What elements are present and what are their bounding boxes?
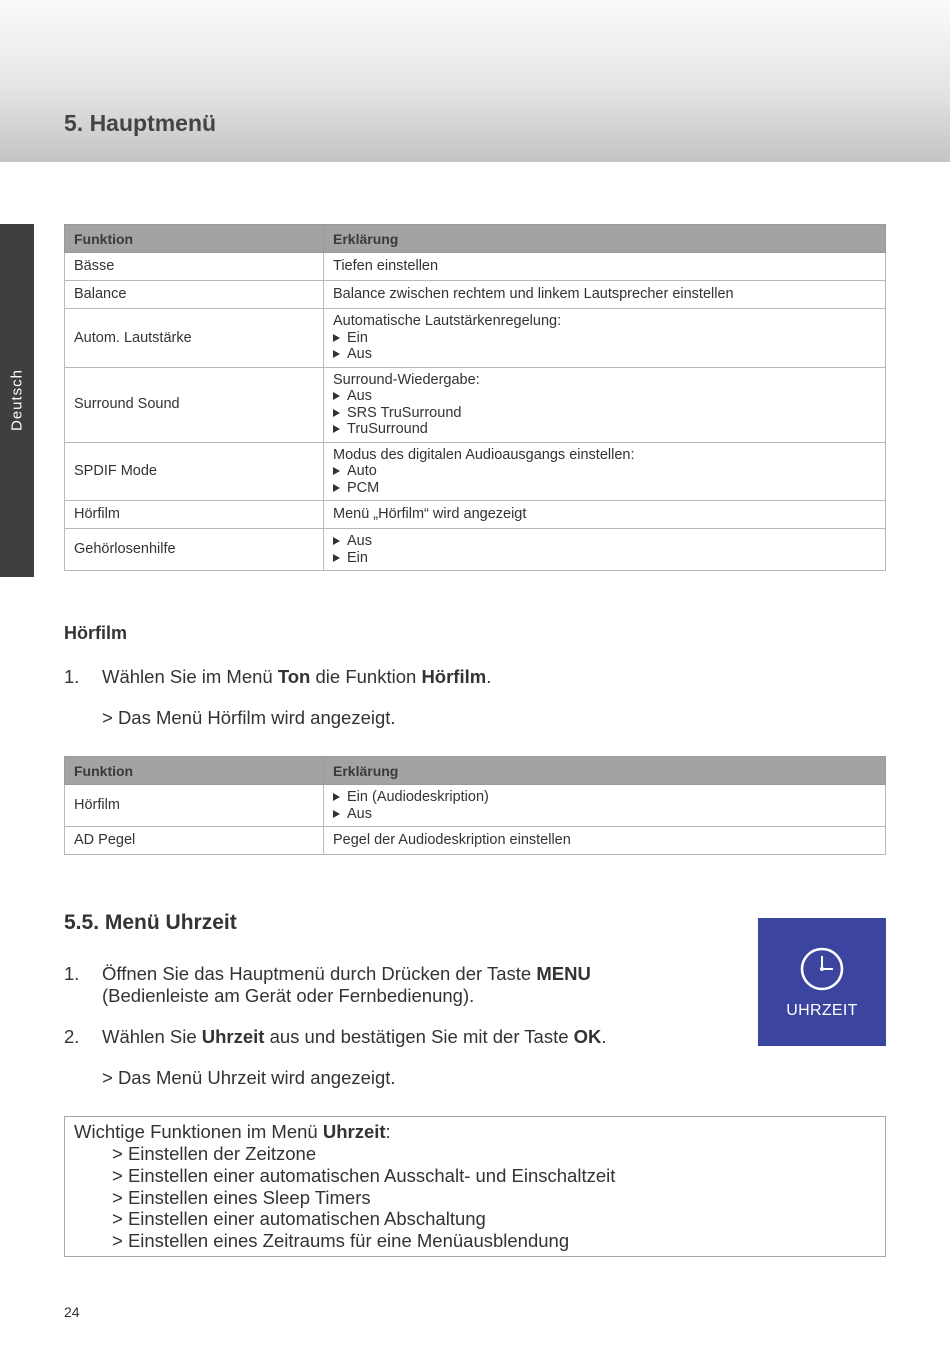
function-cell: SPDIF Mode xyxy=(65,442,324,501)
uhrzeit-menu-tile xyxy=(758,918,886,1046)
function-cell: AD Pegel xyxy=(65,827,324,855)
explanation-text: Pegel der Audiodeskription einstellen xyxy=(333,832,571,849)
option-bullet: Ein xyxy=(333,330,876,347)
option-bullet: Aus xyxy=(333,346,876,363)
function-cell: Surround Sound xyxy=(65,367,324,442)
settings-table xyxy=(64,224,886,571)
function-cell: Balance xyxy=(65,281,324,309)
list-item: > Einstellen eines Sleep Timers xyxy=(112,1186,371,1208)
list-item: > Einstellen einer automatischen Ausschalt- und Einschaltzeit xyxy=(112,1164,616,1186)
explanation-text: Automatische Lautstärkenregelung: xyxy=(333,313,562,329)
step-1-hoerfilm xyxy=(64,666,764,690)
function-name-hoerfilm: Hörfilm xyxy=(421,666,487,687)
clock-icon xyxy=(797,944,847,994)
key-name-ok: OK xyxy=(573,1026,602,1047)
column-header-funktion: Funktion xyxy=(65,225,324,253)
table-row xyxy=(65,253,886,281)
function-cell: Hörfilm xyxy=(65,785,324,827)
explanation-text: Modus des digitalen Audioausgangs einstellen: xyxy=(333,446,635,463)
option-bullet: Ein (Audiodeskription) xyxy=(333,789,876,806)
tile-label: UHRZEIT xyxy=(786,1002,858,1019)
page-title: 5. Hauptmenü xyxy=(64,110,217,136)
step-2-uhrzeit xyxy=(64,1026,744,1050)
settings-table-body xyxy=(65,253,886,571)
explanation-cell xyxy=(324,529,886,571)
option-bullet: SRS TruSurround xyxy=(333,405,876,422)
explanation-cell xyxy=(324,827,886,855)
table-row xyxy=(65,785,886,827)
info-box-intro: Wichtige Funktionen im Menü Uhrzeit: xyxy=(74,1121,391,1142)
section-heading-uhrzeit: 5.5. Menü Uhrzeit xyxy=(64,911,237,934)
list-item: > Einstellen eines Zeitraums für eine Menüausblendung xyxy=(112,1230,570,1252)
option-bullet: Aus xyxy=(333,533,876,550)
explanation-cell xyxy=(324,442,886,501)
step-result-hoerfilm: > Das Menü Hörfilm wird angezeigt. xyxy=(102,707,396,728)
key-name-menu: MENU xyxy=(536,963,591,984)
explanation-cell xyxy=(324,253,886,281)
step-text: Wählen Sie im Menü Ton die Funktion Hörfilm. xyxy=(102,666,492,687)
hoerfilm-table-body xyxy=(65,785,886,855)
option-bullet: Aus xyxy=(333,388,876,405)
option-bullet: Ein xyxy=(333,550,876,567)
table-row xyxy=(65,827,886,855)
function-cell: Bässe xyxy=(65,253,324,281)
table-row xyxy=(65,501,886,529)
explanation-cell xyxy=(324,501,886,529)
step-result-uhrzeit: > Das Menü Uhrzeit wird angezeigt. xyxy=(102,1067,396,1088)
explanation-text: Surround-Wiedergabe: xyxy=(333,371,480,388)
explanation-cell xyxy=(324,309,886,368)
table-row xyxy=(65,281,886,309)
step-text: Öffnen Sie das Hauptmenü durch Drücken der Taste MENU (Bedienleiste am Gerät oder Fernbedienung). xyxy=(102,963,591,1006)
info-box-list xyxy=(112,1143,615,1252)
step-number: 1. xyxy=(64,963,80,984)
explanation-cell xyxy=(324,785,886,827)
function-cell: Gehörlosenhilfe xyxy=(65,529,324,571)
table-row xyxy=(65,529,886,571)
menu-item-uhrzeit: Uhrzeit xyxy=(201,1026,265,1047)
option-bullet: Auto xyxy=(333,463,876,480)
menu-name-ton: Ton xyxy=(277,666,311,687)
option-bullet: Aus xyxy=(333,806,876,823)
column-header-funktion: Funktion xyxy=(65,757,324,785)
function-cell: Autom. Lautstärke xyxy=(65,309,324,368)
step-number: 2. xyxy=(64,1026,80,1047)
step-1-uhrzeit xyxy=(64,963,744,1009)
option-bullet: PCM xyxy=(333,480,876,497)
explanation-text: Menü „Hörfilm“ wird angezeigt xyxy=(333,506,527,523)
explanation-cell xyxy=(324,281,886,309)
step-text: Wählen Sie Uhrzeit aus und bestätigen Sie mit der Taste OK. xyxy=(102,1026,607,1047)
table-row xyxy=(65,442,886,501)
list-item: > Einstellen einer automatischen Abschaltung xyxy=(112,1208,486,1230)
info-box xyxy=(64,1116,886,1257)
section-heading-hoerfilm: Hörfilm xyxy=(64,623,127,643)
table-row xyxy=(65,367,886,442)
option-bullet: TruSurround xyxy=(333,421,876,438)
page-number: 24 xyxy=(64,1304,80,1320)
explanation-text: Balance zwischen rechtem und linkem Lautsprecher einstellen xyxy=(333,286,734,303)
list-item: > Einstellen der Zeitzone xyxy=(112,1143,317,1164)
column-header-erklaerung: Erklärung xyxy=(324,757,886,785)
table-row xyxy=(65,309,886,368)
step-number: 1. xyxy=(64,666,80,687)
explanation-text: Tiefen einstellen xyxy=(333,258,439,275)
explanation-cell xyxy=(324,367,886,442)
side-tab-label: Deutsch xyxy=(8,368,26,432)
function-cell: Hörfilm xyxy=(65,501,324,529)
column-header-erklaerung: Erklärung xyxy=(324,225,886,253)
hoerfilm-table xyxy=(64,756,886,855)
